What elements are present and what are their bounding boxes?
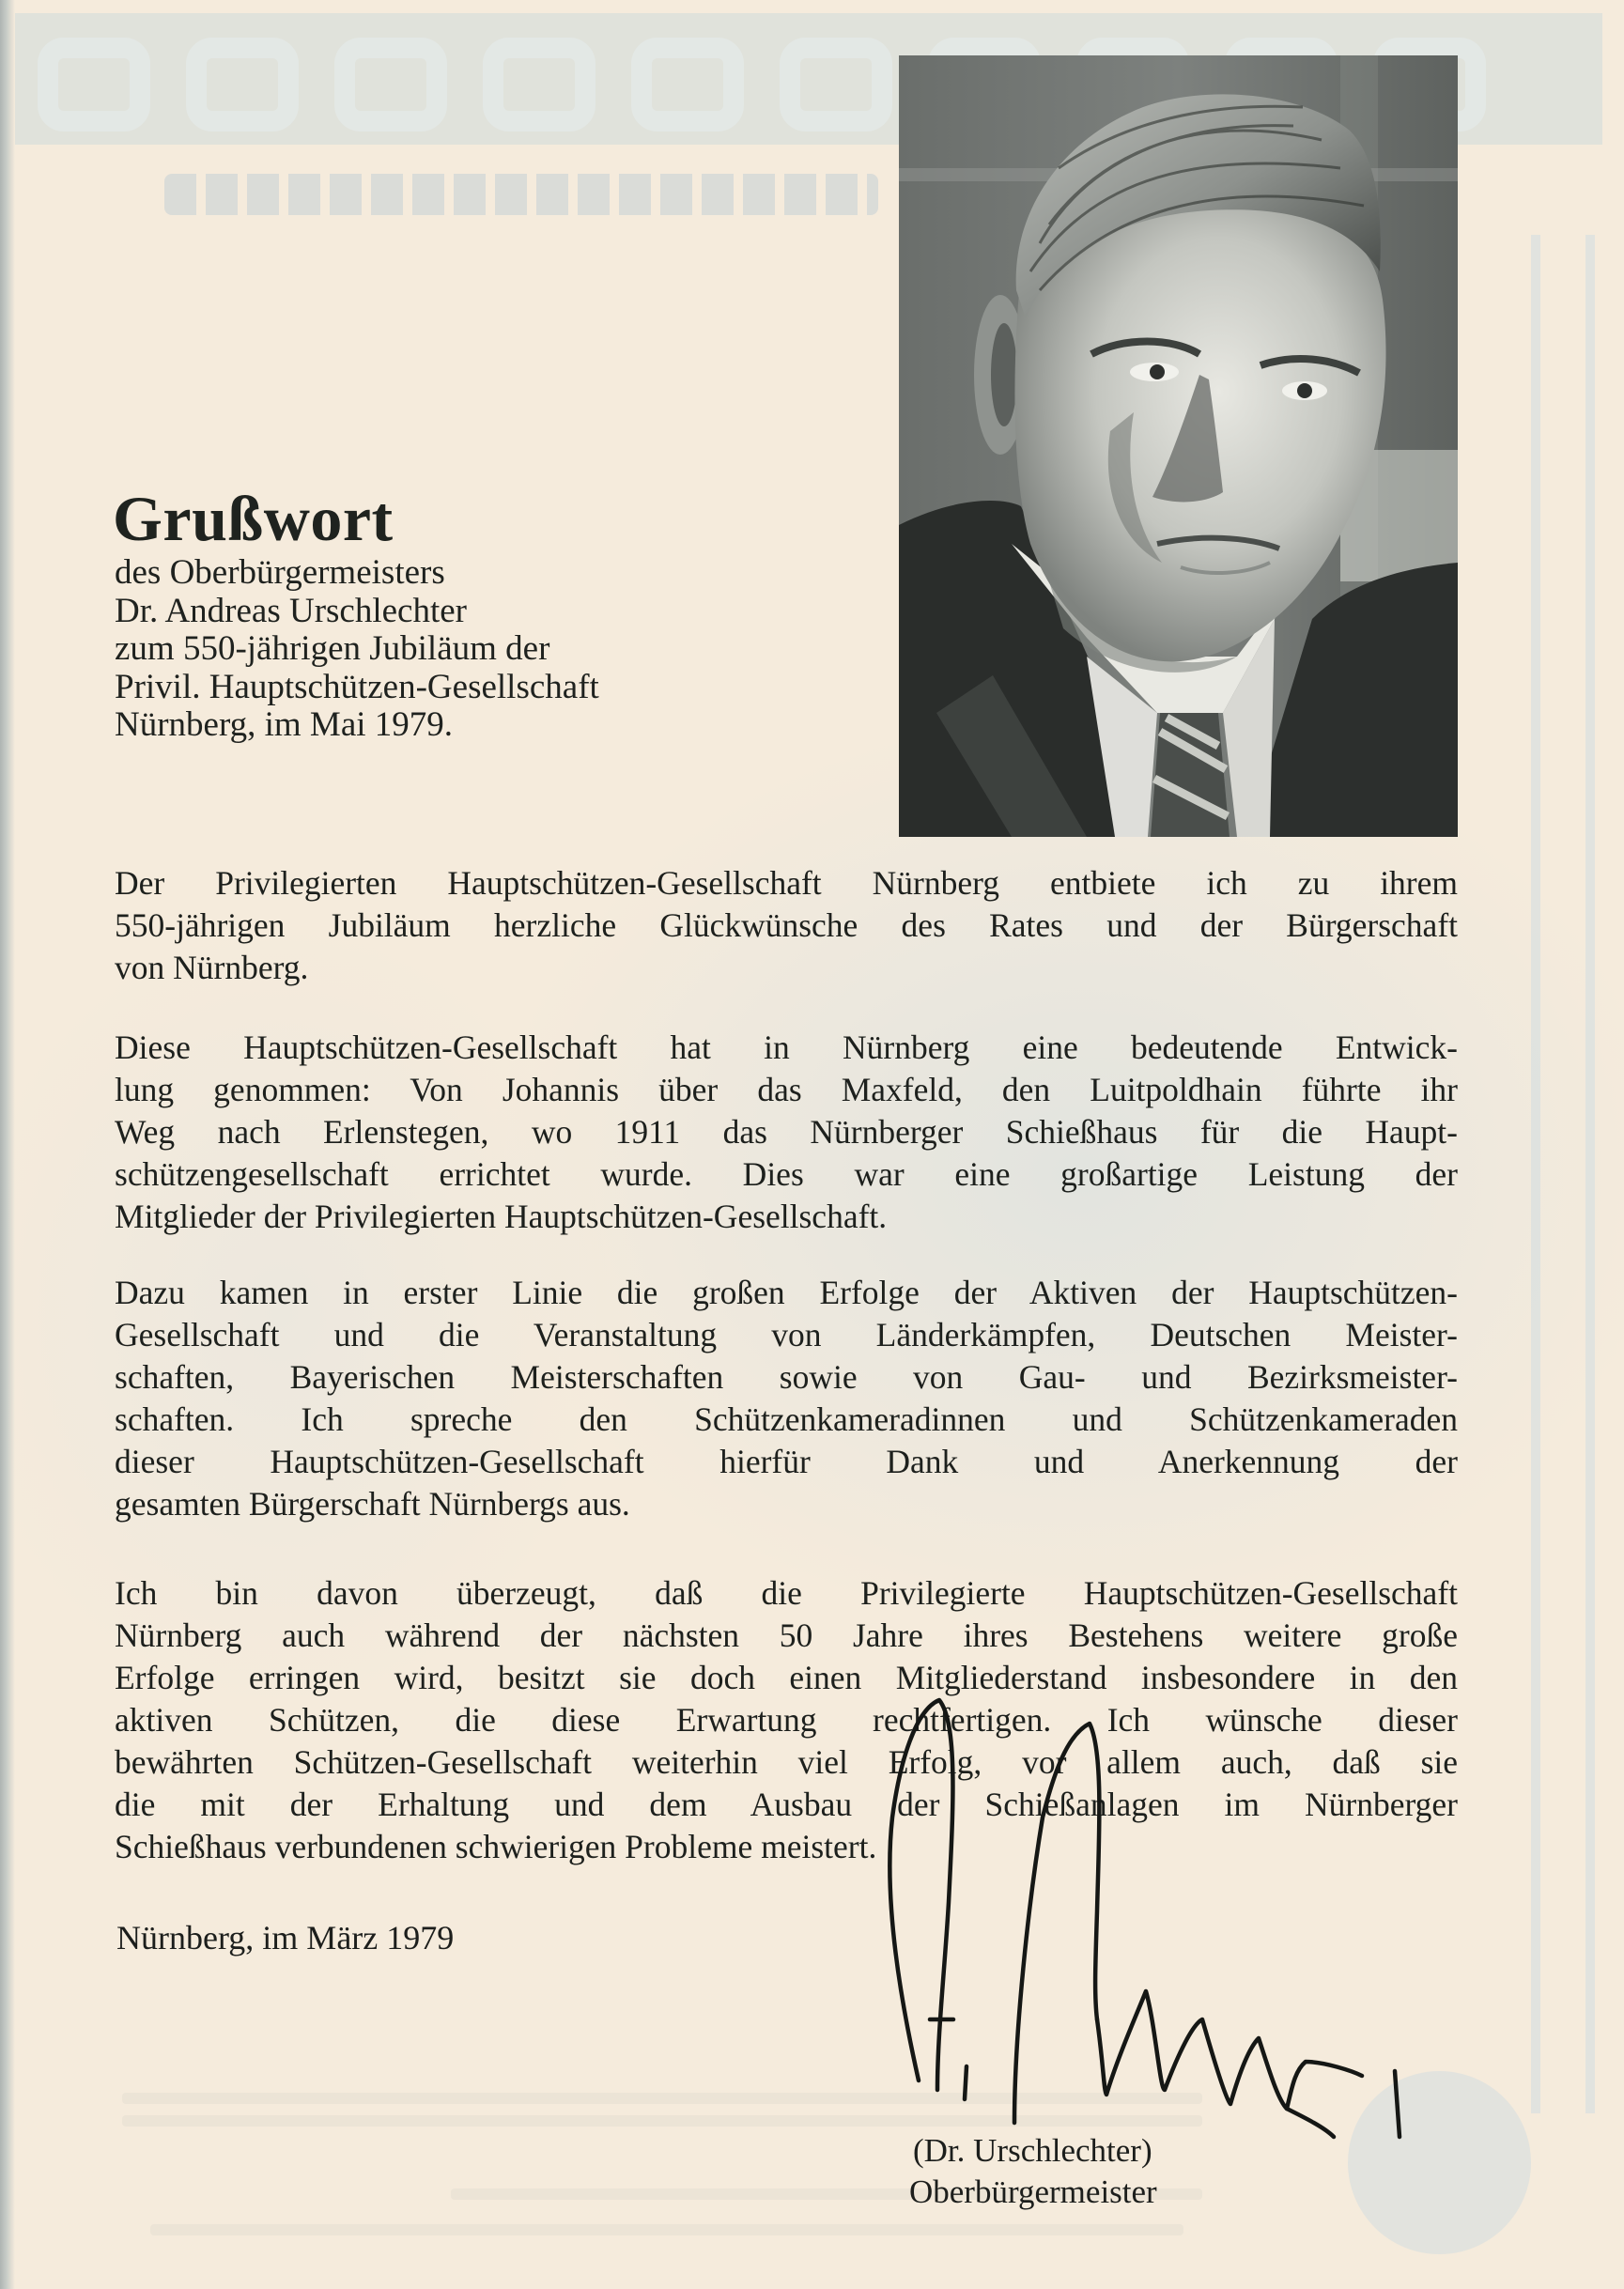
subtitle-line: Privil. Hauptschützen-Gesellschaft — [115, 667, 599, 706]
show-through-glyph — [186, 38, 299, 131]
text-line: dieser Hauptschützen-Gesellschaft hierfür Dank und Anerkennung der — [115, 1443, 1458, 1480]
body-paragraph — [115, 1272, 1458, 1525]
subtitle-line: des Oberbürgermeisters — [115, 553, 445, 592]
text-line: Mitglieder der Privilegierten Hauptschützen-Gesellschaft. — [115, 1198, 888, 1235]
text-line: Diese Hauptschützen-Gesellschaft hat in Nürnberg eine bedeutende Entwick- — [115, 1029, 1458, 1066]
text-line: Dazu kamen in erster Linie die großen Erfolge der Aktiven der Hauptschützen- — [115, 1274, 1458, 1311]
text-line: schaften. Ich spreche den Schützenkameradinnen und Schützenkameraden — [115, 1400, 1458, 1438]
place-date-line: Nürnberg, im März 1979 — [116, 1919, 455, 1956]
signature-icon — [864, 1695, 1409, 2146]
page-title: Grußwort — [113, 483, 394, 554]
subtitle-line: zum 550-jährigen Jubiläum der — [115, 629, 550, 668]
show-through-glyph — [780, 38, 892, 131]
body-paragraph — [115, 1027, 1458, 1238]
text-line: Gesellschaft und die Veranstaltung von Länderkämpfen, Deutschen Meister- — [115, 1316, 1458, 1353]
show-through-subheading — [164, 174, 878, 215]
text-line: aktiven Schützen, die diese Erwartung rechtfertigen. Ich wünsche dieser — [115, 1701, 1458, 1739]
subtitle-line: Nürnberg, im Mai 1979. — [115, 705, 454, 744]
binding-shadow — [0, 0, 15, 2289]
show-through-line — [150, 2224, 1183, 2235]
text-line: Nürnberg auch während der nächsten 50 Jahre ihres Bestehens weitere große — [115, 1616, 1458, 1654]
body-paragraph — [115, 862, 1458, 989]
text-line: schützengesellschaft errichtet wurde. Dies war eine großartige Leistung der — [115, 1155, 1458, 1193]
show-through-strip — [1585, 235, 1595, 2113]
text-line: Ich bin davon überzeugt, daß die Privilegierte Hauptschützen-Gesellschaft — [115, 1574, 1458, 1612]
signatory-name: (Dr. Urschlechter) — [913, 2132, 1152, 2169]
text-line: Der Privilegierten Hauptschützen-Gesellschaft Nürnberg entbiete ich zu ihrem — [115, 864, 1458, 902]
show-through-glyph — [631, 38, 744, 131]
text-line: schaften, Bayerischen Meisterschaften sowie von Gau- und Bezirksmeister- — [115, 1358, 1458, 1396]
show-through-strip — [1531, 235, 1540, 2113]
text-line: lung genommen: Von Johannis über das Maxfeld, den Luitpoldhain führte ihr — [115, 1071, 1458, 1108]
show-through-glyph — [483, 38, 595, 131]
subtitle-block — [115, 554, 599, 745]
portrait-icon — [899, 55, 1458, 837]
subtitle-line: Dr. Andreas Urschlechter — [115, 591, 468, 630]
show-through-glyph — [38, 38, 150, 131]
text-line: gesamten Bürgerschaft Nürnbergs aus. — [115, 1485, 630, 1523]
portrait-photo — [899, 55, 1458, 837]
show-through-glyph — [334, 38, 447, 131]
text-line: Schießhaus verbundenen schwierigen Probleme meistert. — [115, 1828, 877, 1865]
text-line: Weg nach Erlenstegen, wo 1911 das Nürnberger Schießhaus für die Haupt- — [115, 1113, 1458, 1151]
text-line: bewährten Schützen-Gesellschaft weiterhin viel Erfolg, vor allem auch, daß sie — [115, 1743, 1458, 1781]
signatory-title: Oberbürgermeister — [909, 2173, 1157, 2210]
text-line: die mit der Erhaltung und dem Ausbau der Schießanlagen im Nürnberger — [115, 1786, 1458, 1823]
text-line: 550-jährigen Jubiläum herzliche Glückwünsche des Rates und der Bürgerschaft — [115, 906, 1458, 944]
text-line: von Nürnberg. — [115, 949, 309, 986]
text-line: Erfolge erringen wird, besitzt sie doch einen Mitgliederstand insbesondere in den — [115, 1659, 1458, 1696]
